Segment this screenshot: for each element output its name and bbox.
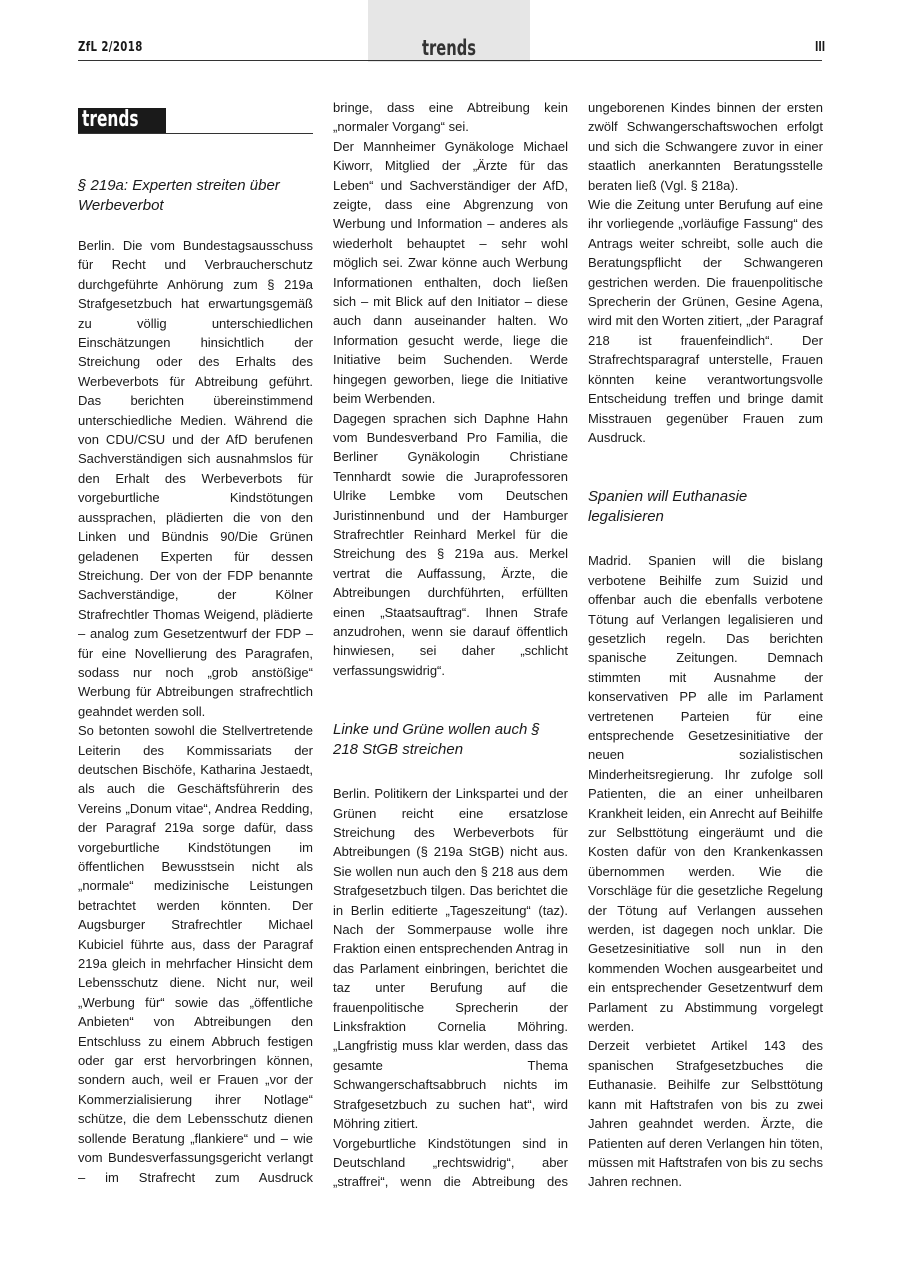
article-paragraph: Wie die Zeitung unter Berufung auf eine ihr vorliegende „vorläufige Fassung“ des Antrags weiter schreibt, solle auch die Beratungspflicht der Schwangeren gestrichen werden. Die frauenpolitische Sprecherin der Grünen, Gesine Agena, wird mit den Worten zitiert, „der Paragraf 218 ist frauenfeindlich“. Der Strafrechtsparagraf unterstelle, Frauen könnten keine verantwortungsvolle Entscheidung treffen und bringe damit Misstrauen gegenüber Frauen zum Ausdruck. xyxy=(588,197,823,445)
section-badge-label: trends xyxy=(82,107,139,132)
article-heading: Linke und Grüne wollen auch § 218 StGB streichen xyxy=(333,721,540,759)
page-number: III xyxy=(815,40,826,55)
article-paragraph: Berlin. Politikern der Linkspartei und der Grünen reicht eine ersatzlose Streichung des Werbeverbots für Abtreibungen (§ 219a StGB) nicht aus. Sie wollen nun auch den § 218 aus dem Strafgesetzbuch tilgen. Das berichtet die in Berlin editierte „Tageszeitung“ (taz). Nach der Sommerpause wolle ihre Fraktion einen entsprechenden Antrag in das Parlament einbringen, berichtet die taz unter Berufung auf die frauenpolitische Sprecherin der Linksfraktion Cornelia Möhring. „Langfristig muss klar werden, dass das gesamte Thema Schwangerschaftsabbruch nichts im Strafgesetzbuch zu suchen hat“, wird Möhring zitiert. xyxy=(333,786,568,1132)
article-paragraph: Dagegen sprachen sich Daphne Hahn vom Bundesverband Pro Familia, die Berliner Gynäkologin Christiane Tennhardt sowie die Juraprofessoren Ulrike Lembke vom Deutschen Juristinnenbund und der Hamburger Strafrechtler Reinhard Merkel für die Streichung des § 219a aus. Merkel vertrat die Auffassung, Ärzte, die Abtreibungen durchführten, erfüllten einen „Staatsauftrag“. Ihnen Strafe anzudrohen, wenn sie darauf öffentlich hinwiesen, sei daher „schlicht verfassungswidrig“. xyxy=(333,410,568,678)
article-heading: § 219a: Experten streiten über Werbeverbot xyxy=(78,177,280,214)
article-paragraph: Madrid. Spanien will die bislang verbotene Beihilfe zum Suizid und offenbar auch die ebenfalls verbotene Tötung auf Verlangen legalisieren und gesetzlich regeln. Das berichten spanische Zeitungen. Demnach stimmten mit Ausnahme der konservativen PP alle im Parlament vertretenen Parteien für eine entsprechende Gesetzesinitiative der neuen sozialistischen Minderheitsregierung. Ihr zufolge soll Patienten, die an einer unheilbaren Krankheit leiden, ein Anrecht auf Beihilfe zur Selbsttötung eingeräumt und die Kosten dafür von den Krankenkassen übernommen werden. Wie die Vorschläge für die gesetzliche Regelung der Tötung auf Verlangen aussehen werden, ist dagegen noch unklar. Die Gesetzesinitiative soll nun in den kommenden Wochen ausgearbeitet und ein entsprechender Gesetzentwurf dem Parlament zu Abstimmung vorgelegt werden. xyxy=(588,553,823,1035)
article-paragraph: Der Mannheimer Gynäkologe Michael Kiworr, Mitglied der „Ärzte für das Leben“ und Sachverständiger der AfD, zeigte, dass eine Abgrenzung von Werbung und Information – anderes als wiederholt behauptet – sehr wohl möglich sei. Zwar könne auch Werbung Informationen enthalten, doch ließen sich – mit Blick auf den Initiator – diese auch dann auseinander halten. Wo Information gesucht werde, liege die Initiative beim Suchenden. Werde hingegen geworben, liege die Initiative beim Werbenden. xyxy=(333,138,568,407)
article-heading: Spanien will Euthanasie legalisieren xyxy=(588,488,748,526)
section-tab xyxy=(368,0,530,62)
column-3 xyxy=(588,98,823,1192)
section-tab-label: trends xyxy=(422,36,476,60)
header-rule xyxy=(78,60,822,61)
article-paragraph: ungeborenen Kindes binnen der ersten zwölf Schwangerschaftswochen erfolgt und sich die Schwangere zuvor in einer staatlich anerkannten Beratungsstelle beraten ließ (Vgl. § 218a). xyxy=(588,100,823,193)
article-paragraph: bringe, dass eine Abtreibung kein „normaler Vorgang“ sei. xyxy=(333,100,568,135)
badge-rule xyxy=(78,133,313,134)
article-paragraph: Berlin. Die vom Bundestagsausschuss für Recht und Verbraucherschutz durchgeführte Anhörung zum § 219a Strafgesetzbuch hat erwartungsgemäß zu völlig unterschiedlichen Einschätzungen hinsichtlich der Streichung oder des Erhalts des Werbeverbots für Abtreibung geführt. Das berichten übereinstimmend unterschiedliche Medien. Während die von CDU/CSU und der AfD berufenen Sachverständigen sich ausnahmslos für den Erhalt des Werbeverbots für vorgeburtliche Kindstötungen aussprachen, plädierten die von den Linken und Bündnis 90/Die Grünen geladenen Experten für dessen Streichung. Der von der FDP benannte Sachverständige, der Kölner Strafrechtler Thomas Weigend, plädierte – analog zum Gesetzentwurf der FDP – für eine Novellierung des Paragrafen, sodass nur noch „grob anstößige“ Werbung für Abtreibungen strafrechtlich geahndet werden soll. xyxy=(78,238,313,719)
section-badge xyxy=(78,108,166,134)
journal-issue: ZfL 2/2018 xyxy=(78,40,143,55)
article-paragraph: So betonten sowohl die Stellvertretende Leiterin des Kommissariats der deutschen Bischöfe, Katharina Jestaedt, als auch die Geschäftsführerin des Vereins „Donum vitae“, Andrea Redding, der Paragraf 219a sorge dafür, dass vorgeburtliche Kindstötungen im öffentlichen Bewusstsein nicht als „normale“ medizinische Leistungen betrachtet werden könnten. Der Augsburger Strafrechtler Michael Kubiciel führte aus, dass der Paragraf 219a gleich in mehrfacher Hinsicht dem Lebensschutz diene. Nicht nur, weil „Werbung für“ sowie das „öffentliche Anbieten“ von Abtreibungen den Entschluss zu einem Abbruch festigen oder gar erst hervorbringen können, sondern auch, weil er Frauen „vor der Kommerzialisierung ihrer Notlage“ schütze, die dem Lebensschutz dienen sollende Beratung „flankiere“ und – wie vom Bundesverfassungsgericht verlangt – im Strafrecht zum Ausdruck xyxy=(78,723,313,1185)
column-2 xyxy=(333,98,568,1192)
column-1 xyxy=(78,236,313,1187)
article-paragraph: Derzeit verbietet Artikel 143 des spanischen Strafgesetzbuches die Euthanasie. Beihilfe zur Selbsttötung kann mit Haftstrafen von bis zu zwei Jahren geahndet werden. Ärzte, die Patienten auf deren Verlangen hin töten, müssen mit Haftstrafen von bis zu sechs Jahren rechnen. xyxy=(588,1038,823,1190)
article-paragraph: Vorgeburtliche Kindstötungen sind in Deutschland „rechtswidrig“, aber „straffrei“, wenn die Abtreibung des xyxy=(333,1135,568,1190)
